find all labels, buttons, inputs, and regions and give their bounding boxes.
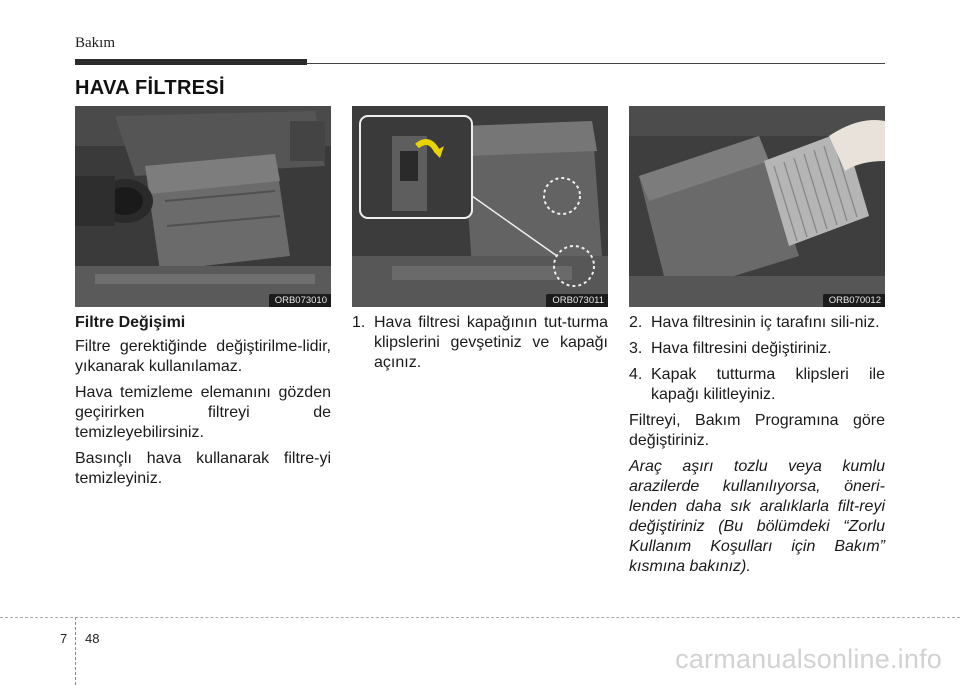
column-1 xyxy=(75,313,331,495)
air-filter-box-image xyxy=(75,106,331,307)
chapter-number: 7 xyxy=(60,631,68,646)
step-number: 2. xyxy=(629,314,643,331)
header-rule-thin xyxy=(307,63,885,64)
photo-air-filter-box xyxy=(75,106,331,307)
step-number: 3. xyxy=(629,340,643,357)
clip-detail-image xyxy=(352,106,608,307)
subsection-title: Filtre Değişimi xyxy=(75,314,186,331)
step-text: Hava filtresini değiştiriniz. xyxy=(651,340,832,357)
paragraph: Hava temizleme elemanını gözden geçirirken filtreyi de temizleyebilirsiniz. xyxy=(75,384,331,441)
step-1 xyxy=(352,313,608,373)
figure-code: ORB073011 xyxy=(546,294,608,307)
step-text: Kapak tutturma klipsleri ile kapağı kilitleyiniz. xyxy=(651,366,885,403)
footer-divider xyxy=(0,617,960,618)
header-rule-thick xyxy=(75,59,307,65)
filter-replacement-image xyxy=(629,106,885,307)
column-3 xyxy=(629,313,885,583)
paragraph: Filtreyi, Bakım Programına göre değiştiriniz. xyxy=(629,412,885,449)
photo-filter-replacement xyxy=(629,106,885,307)
paragraph: Filtre gerektiğinde değiştirilme-lidir, yıkanarak kullanılamaz. xyxy=(75,338,331,375)
figure-code: ORB073010 xyxy=(269,294,331,307)
step-text: Hava filtresinin iç tarafını sili-niz. xyxy=(651,314,880,331)
figure-code: ORB070012 xyxy=(823,294,885,307)
step-number: 4. xyxy=(629,366,643,383)
step-2 xyxy=(629,313,885,333)
paragraph: Basınçlı hava kullanarak filtre-yi temizleyiniz. xyxy=(75,450,331,487)
watermark: carmanualsonline.info xyxy=(675,644,942,674)
page-title: HAVA FİLTRESİ xyxy=(75,77,225,99)
step-3 xyxy=(629,339,885,359)
step-number: 1. xyxy=(352,314,366,331)
column-2 xyxy=(352,313,608,373)
section-label: Bakım xyxy=(75,35,115,51)
photo-clip-detail xyxy=(352,106,608,307)
step-text: Hava filtresi kapağının tut-turma klipslerini gevşetiniz ve kapağı açınız. xyxy=(374,314,608,371)
page-number: 48 xyxy=(85,631,100,646)
italic-note: Araç aşırı tozlu veya kumlu arazilerde kullanılıyorsa, öneri-lenden daha sık aralıklarla filt-reyi değiştiriniz (Bu bölümdeki “Zorlu Kullanım Koşulları için Bakım” kısmına bakınız). xyxy=(629,458,885,575)
footer-margin-line xyxy=(75,617,76,685)
step-4 xyxy=(629,365,885,405)
